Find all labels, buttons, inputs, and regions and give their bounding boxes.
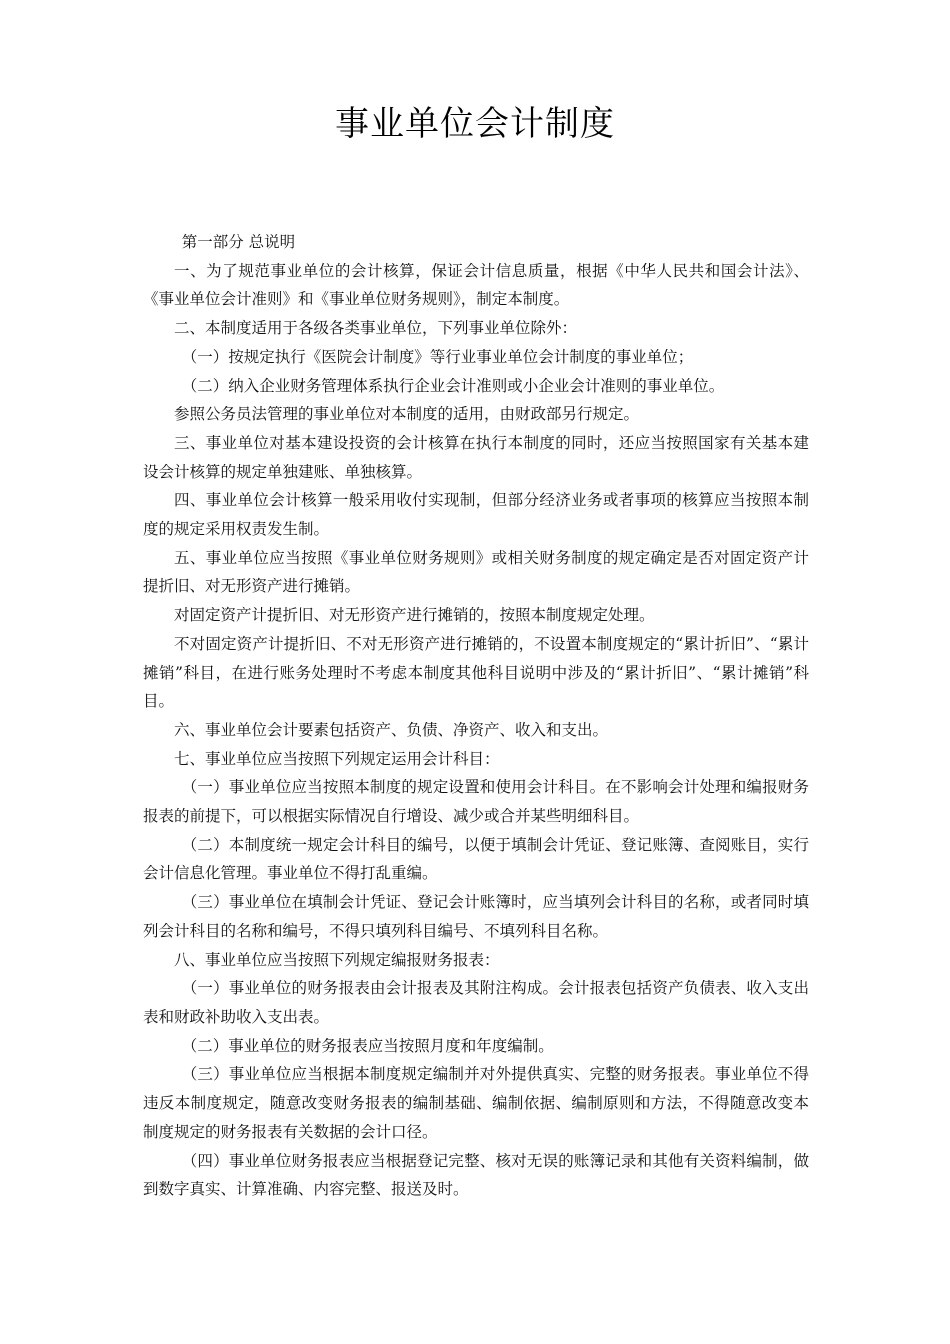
paragraph-19: （三）事业单位应当根据本制度规定编制并对外提供真实、完整的财务报表。事业单位不得违反本制度规定，随意改变财务报表的编制基础、编制依据、编制原则和方法，不得随意改变本制度规定的财务报表有关数据的会计口径。	[143, 1065, 809, 1141]
paragraph-13: （一）事业单位应当按照本制度的规定设置和使用会计科目。在不影响会计处理和编报财务报表的前提下，可以根据实际情况自行增设、减少或合并某些明细科目。	[143, 778, 809, 826]
paragraph-8: 五、事业单位应当按照《事业单位财务规则》或相关财务制度的规定确定是否对固定资产计提折旧、对无形资产进行摊销。	[143, 548, 809, 596]
document-title: 事业单位会计制度	[335, 104, 615, 144]
paragraph-16: 八、事业单位应当按照下列规定编报财务报表：	[174, 950, 500, 969]
paragraph-14: （二）本制度统一规定会计科目的编号，以便于填制会计凭证、登记账簿、查阅账目，实行会计信息化管理。事业单位不得打乱重编。	[143, 835, 809, 883]
paragraph-10: 不对固定资产计提折旧、不对无形资产进行摊销的，不设置本制度规定的“累计折旧”、“累计摊销”科目，在进行账务处理时不考虑本制度其他科目说明中涉及的“累计折旧”、“累计摊销”科目。	[143, 634, 809, 711]
paragraph-17: （一）事业单位的财务报表由会计报表及其附注构成。会计报表包括资产负债表、收入支出表和财政补助收入支出表。	[143, 979, 809, 1026]
paragraph-9: 对固定资产计提折旧、对无形资产进行摊销的，按照本制度规定处理。	[174, 606, 655, 625]
paragraph-6: 三、事业单位对基本建设投资的会计核算在执行本制度的同时，还应当按照国家有关基本建设会计核算的规定单独建账、单独核算。	[143, 433, 809, 481]
document-body	[143, 228, 809, 1204]
paragraph-2: 二、本制度适用于各级各类事业单位，下列事业单位除外：	[174, 319, 578, 338]
paragraph-5: 参照公务员法管理的事业单位对本制度的适用，由财政部另行规定。	[174, 405, 640, 424]
paragraph-15: （三）事业单位在填制会计凭证、登记会计账簿时，应当填列会计科目的名称，或者同时填列会计科目的名称和编号，不得只填列科目编号、不填列科目名称。	[143, 893, 809, 940]
paragraph-1: 一、为了规范事业单位的会计核算，保证会计信息质量，根据《中华人民共和国会计法》、《事业单位会计准则》和《事业单位财务规则》，制定本制度。	[143, 261, 809, 309]
paragraph-12: 七、事业单位应当按照下列规定运用会计科目：	[174, 749, 500, 768]
paragraph-7: 四、事业单位会计核算一般采用收付实现制，但部分经济业务或者事项的核算应当按照本制度的规定采用权责发生制。	[143, 491, 809, 539]
paragraph-20: （四）事业单位财务报表应当根据登记完整、核对无误的账簿记录和其他有关资料编制，做到数字真实、计算准确、内容完整、报送及时。	[143, 1151, 809, 1199]
paragraph-3: （一）按规定执行《医院会计制度》等行业事业单位会计制度的事业单位；	[181, 347, 694, 366]
paragraph-4: （二）纳入企业财务管理体系执行企业会计准则或小企业会计准则的事业单位。	[181, 376, 725, 395]
paragraph-18: （二）事业单位的财务报表应当按照月度和年度编制。	[181, 1036, 554, 1055]
section-heading: 第一部分 总说明	[181, 233, 296, 251]
paragraph-11: 六、事业单位会计要素包括资产、负债、净资产、收入和支出。	[174, 720, 609, 739]
